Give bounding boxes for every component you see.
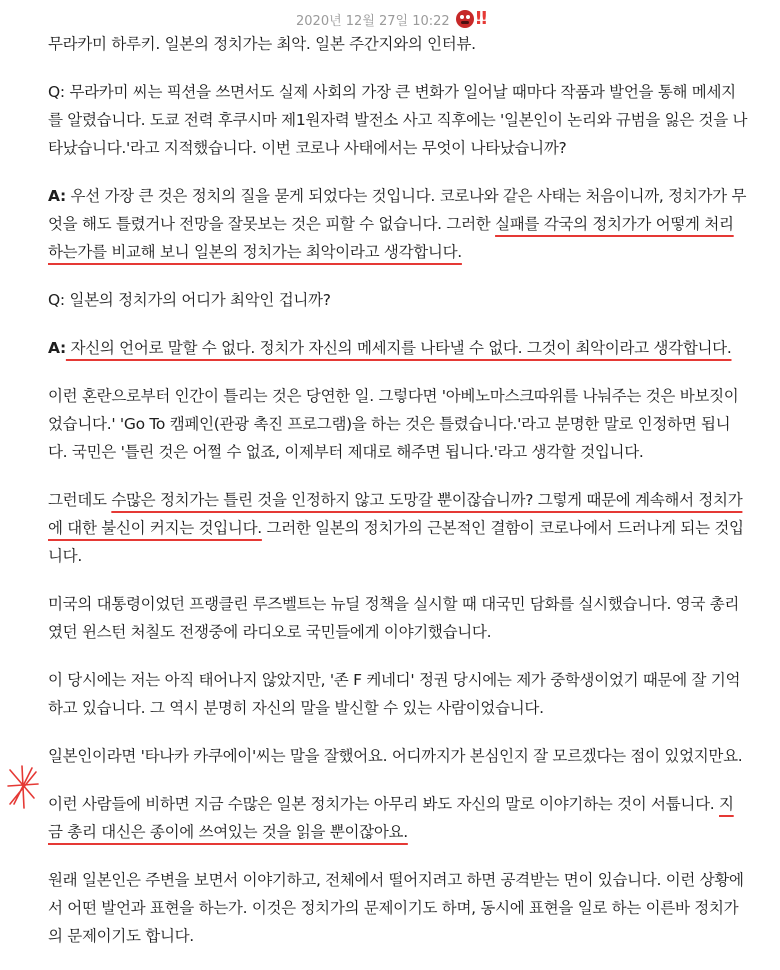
paragraph-8-highlight: 지금 총리 대신은 종이에 쓰여있는 것을 읽을 뿐이잖아요. <box>48 795 734 841</box>
header-icons <box>456 10 484 28</box>
paragraph-8 <box>48 790 748 846</box>
paragraph-4-text-end: 그러한 일본의 정치가의 근본적인 결함이 코로나에서 드러나게 되는 것입니다. <box>48 519 744 565</box>
paragraph-3: 이런 혼란으로부터 인간이 틀리는 것은 당연한 일. 그렇다면 '아베노마스크따위를 나눠주는 것은 바보짓이었습니다.' 'Go To 캠페인(관광 촉진 프로그램)을 하는 것은 틀렸습니다.'라고 분명한 말로 인정하면 됩니다. 국민은 '틀린 것은 어쩔 수 없죠, 이제부터 제대로 해주면 됩니다.'라고 생각할 것입니다. <box>48 387 739 461</box>
double-exclamation-icon: ‼ <box>475 8 484 29</box>
article-title: 무라카미 하루키. 일본의 정치가는 최악. 일본 주간지와의 인터뷰. <box>48 35 476 53</box>
answer-1-highlight: 실패를 각국의 정치가가 어떻게 처리하는가를 비교해 보니 일본의 정치가는 최악이라고 생각합니다. <box>48 215 734 261</box>
paragraph-4-highlight: 수많은 정치가는 틀린 것을 인정하지 않고 도망갈 뿐이잖습니까? 그렇게 때문에 계속해서 정치가에 대한 불신이 커지는 것입니다. <box>48 491 743 537</box>
paragraph-9: 원래 일본인은 주변을 보면서 이야기하고, 전체에서 떨어지려고 하면 공격받는 면이 있습니다. 이런 상황에서 어떤 발언과 표현을 하는가. 이것은 정치가의 문제이기도 하며, 동시에 표현을 일로 하는 이른바 정치가의 문제이기도 합니다. <box>48 871 744 945</box>
paragraph-7: 일본인이라면 '타나카 카쿠에이'씨는 말을 잘했어요. 어디까지가 본심인지 잘 모르겠다는 점이 있었지만요. <box>48 747 743 765</box>
answer-1-text: 우선 가장 큰 것은 정치의 질을 묻게 되었다는 것입니다. 코로나와 같은 사태는 처음이니까, 정치가가 무엇을 해도 틀렸거나 전망을 잘못보는 것은 피할 수 없습니다. 그러한 <box>48 187 747 233</box>
hand-drawn-star-icon <box>6 764 40 810</box>
post-timestamp: 2020년 12월 27일 10:22 <box>296 13 450 29</box>
paragraph-8-text: 이런 사람들에 비하면 지금 수많은 일본 정치가는 아무리 봐도 자신의 말로 이야기하는 것이 서툽니다. <box>48 795 720 813</box>
paragraph-4-text: 그런데도 <box>48 491 112 509</box>
answer-label: A: <box>48 187 66 205</box>
paragraph-6: 이 당시에는 저는 아직 태어나지 않았지만, '존 F 케네디' 정권 당시에는 제가 중학생이었기 때문에 잘 기억하고 있습니다. 그 역시 분명히 자신의 말을 발신할 수 있는 사람이었습니다. <box>48 671 741 717</box>
paragraph-5: 미국의 대통령이었던 프랭클린 루즈벨트는 뉴딜 정책을 실시할 때 대국민 담화를 실시했습니다. 영국 총리였던 윈스턴 처칠도 전쟁중에 라디오로 국민들에게 이야기했습니다. <box>48 595 740 641</box>
angry-face-icon <box>456 10 474 28</box>
question-2: Q: 일본의 정치가의 어디가 최악인 겁니까? <box>48 291 331 309</box>
post-header <box>0 8 780 30</box>
answer-1 <box>48 182 748 266</box>
answer-label: A: <box>48 339 66 357</box>
paragraph-4 <box>48 486 748 570</box>
answer-2-highlight: 자신의 언어로 말할 수 없다. 정치가 자신의 메세지를 나타낼 수 없다. 그것이 최악이라고 생각합니다. <box>65 339 732 357</box>
answer-2 <box>48 334 748 362</box>
article-body <box>48 30 748 970</box>
question-1: Q: 무라카미 씨는 픽션을 쓰면서도 실제 사회의 가장 큰 변화가 일어날 때마다 작품과 발언을 통해 메세지를 알렸습니다. 도쿄 전력 후쿠시마 제1원자력 발전소 사고 직후에는 '일본인이 논리와 규범을 잃은 것을 나타났습니다.'라고 지적했습니다. 이번 코로나 사태에서는 무엇이 나타났습니까? <box>48 83 748 157</box>
